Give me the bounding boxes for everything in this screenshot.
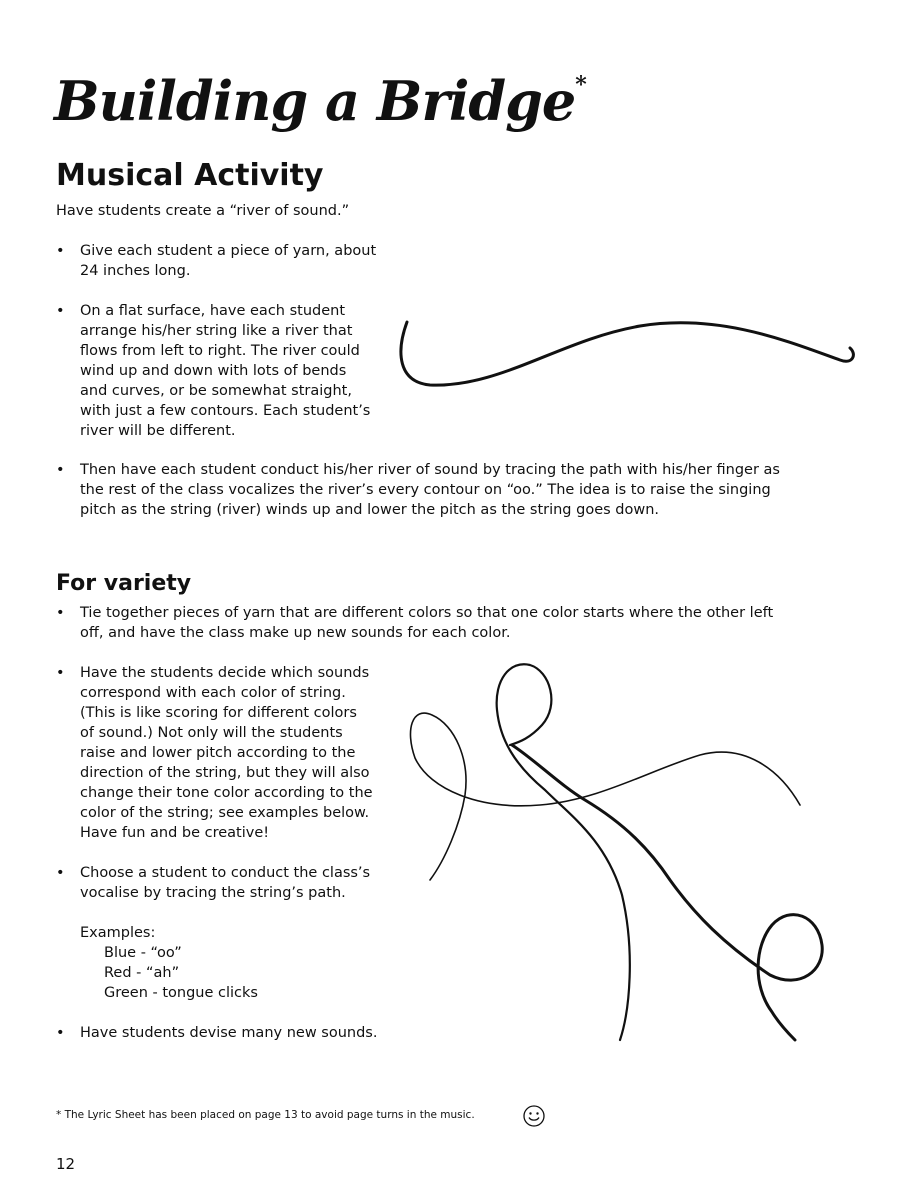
bullet-icon: •	[56, 303, 65, 319]
bullet-icon: •	[56, 665, 65, 681]
page-number: 12	[56, 1155, 76, 1173]
bullet-icon: •	[56, 1025, 65, 1041]
section-heading-musical-activity: Musical Activity	[56, 158, 324, 193]
example-item: Green - tongue clicks	[104, 985, 258, 1001]
bullet-icon: •	[56, 462, 65, 478]
footnote: * The Lyric Sheet has been placed on page 13 to avoid page turns in the music.	[56, 1109, 475, 1121]
smiley-icon	[522, 1104, 546, 1128]
title-asterisk: *	[575, 72, 586, 98]
bullet-icon: •	[56, 865, 65, 881]
section-heading-for-variety: For variety	[56, 571, 192, 596]
tangled-strings-drawing	[410, 664, 822, 1040]
example-item: Red - “ah”	[104, 965, 180, 981]
page-title: Building a Bridge*	[54, 69, 586, 133]
bullet-icon: •	[56, 605, 65, 621]
examples-label: Examples:	[80, 925, 156, 941]
river-string-drawing	[401, 322, 853, 385]
intro-text: Have students create a “river of sound.”	[56, 203, 350, 219]
example-item: Blue - “oo”	[104, 945, 182, 961]
bullet-icon: •	[56, 243, 65, 259]
